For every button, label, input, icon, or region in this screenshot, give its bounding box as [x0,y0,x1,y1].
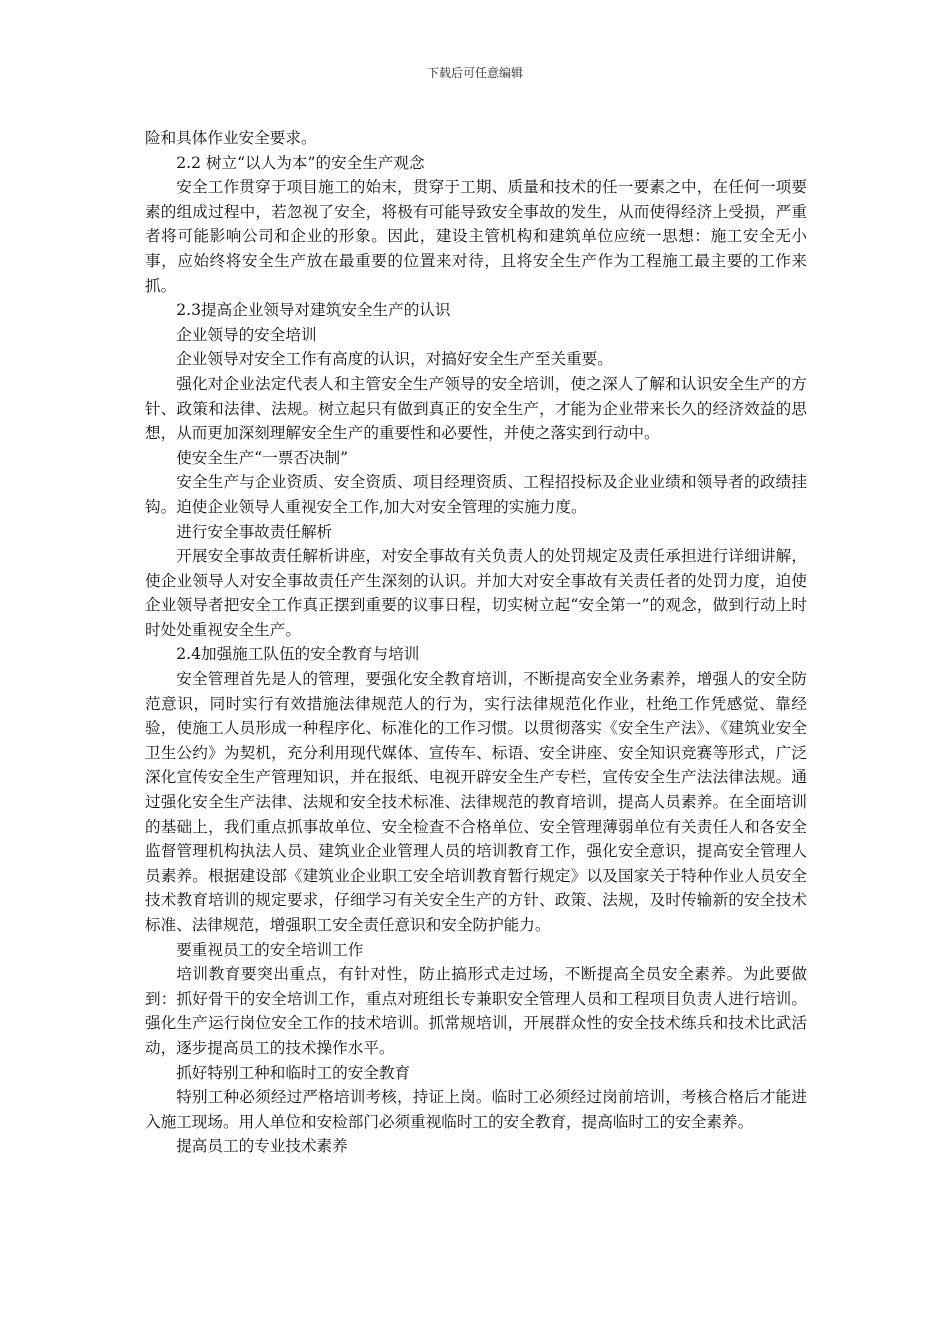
section-heading: 要重视员工的安全培训工作 [176,940,364,959]
body-paragraph: 培训教育要突出重点，有针对性，防止搞形式走过场，不断提高全员安全素养。为此要做到：抓好骨干的安全培训工作，重点对班组长专兼职安全管理人员和工程项目负责人进行培训。强化生产运行岗位安全工作的技术培训。抓常规培训，开展群众性的安全技术练兵和技术比武活动，逐步提高员工的技术操作水平。 [145,965,807,1057]
section-heading: 2.4加强施工队伍的安全教育与培训 [176,645,420,664]
document-body [145,126,807,1159]
body-paragraph: 强化对企业法定代表人和主管安全生产领导的安全培训，使之深人了解和认识安全生产的方针、政策和法律、法规。树立起只有做到真正的安全生产，才能为企业带来长久的经济效益的思想，从而更加深刻理解安全生产的重要性和必要性，并使之落实到行动中。 [145,374,807,443]
section-heading: 提高员工的专业技术素养 [176,1137,348,1156]
body-paragraph: 特别工种必须经过严格培训考核，持证上岗。临时工必须经过岗前培训，考核合格后才能进入施工现场。用人单位和安检部门必须重视临时工的安全教育，提高临时工的安全素养。 [145,1088,807,1131]
body-paragraph: 安全生产与企业资质、安全资质、项目经理资质、工程招投标及企业业绩和领导者的政绩挂钩。迫使企业领导人重视安全工作,加大对安全管理的实施力度。 [145,473,807,516]
section-heading: 2.3提高企业领导对建筑安全生产的认识 [176,301,451,320]
body-paragraph: 开展安全事故责任解析讲座，对安全事故有关负责人的处罚规定及责任承担进行详细讲解，使企业领导人对安全事故责任产生深刻的认识。并加大对安全事故有关责任者的处罚力度，迫使企业领导者把安全工作真正摆到重要的议事日程，切实树立起“安全第一”的观念，做到行动上时时处处重视安全生产。 [145,547,807,639]
body-paragraph: 企业领导对安全工作有高度的认识，对搞好安全生产至关重要。 [176,350,613,369]
body-paragraph: 安全管理首先是人的管理，要强化安全教育培训，不断提高安全业务素养，增强人的安全防范意识，同时实行有效措施法律规范人的行为，实行法律规范化作业，杜绝工作凭感觉、靠经验，使施工人员形成一种程序化、标准化的工作习惯。以贯彻落实《安全生产法》、《建筑业安全卫生公约》为契机，充分利用现代媒体、宣传车、标语、安全讲座、安全知识竞赛等形式，广泛深化宣传安全生产管理知识，并在报纸、电视开辟安全生产专栏，宣传安全生产法法律法规。通过强化安全生产法律、法规和安全技术标准、法律规范的教育培训，提高人员素养。在全面培训的基础上，我们重点抓事故单位、安全检查不合格单位、安全管理薄弱单位有关责任人和各安全监督管理机构执法人员、建筑业企业管理人员的培训教育工作，强化安全意识，提高安全管理人员素养。根据建设部《建筑业企业职工安全培训教育暂行规定》以及国家关于特种作业人员安全技术教育培训的规定要求，仔细学习有关安全生产的方针、政策、法规，及时传输新的安全技术标准、法律规范，增强职工安全责任意识和安全防护能力。 [145,670,807,934]
section-heading: 进行安全事故责任解析 [176,522,333,541]
section-heading: 抓好特别工种和临时工的安全教育 [176,1063,411,1082]
section-heading: 企业领导的安全培训 [176,325,317,344]
body-paragraph: 险和具体作业安全要求。 [145,129,317,147]
section-heading: 2.2 树立“以人为本”的安全生产观念 [176,153,425,172]
body-paragraph: 安全工作贯穿于项目施工的始末，贯穿于工期、质量和技术的任一要素之中，在任何一项要素的组成过程中，若忽视了安全，将极有可能导致安全事故的发生，从而使得经济上受损，严重者将可能影响公司和企业的形象。因此，建设主管机构和建筑单位应统一思想：施工安全无小事，应始终将安全生产放在最重要的位置来对待，且将安全生产作为工程施工最主要的工作来抓。 [145,178,807,295]
section-heading: 使安全生产“一票否决制” [176,448,349,467]
page-header: 下载后可任意编辑 [426,66,523,80]
